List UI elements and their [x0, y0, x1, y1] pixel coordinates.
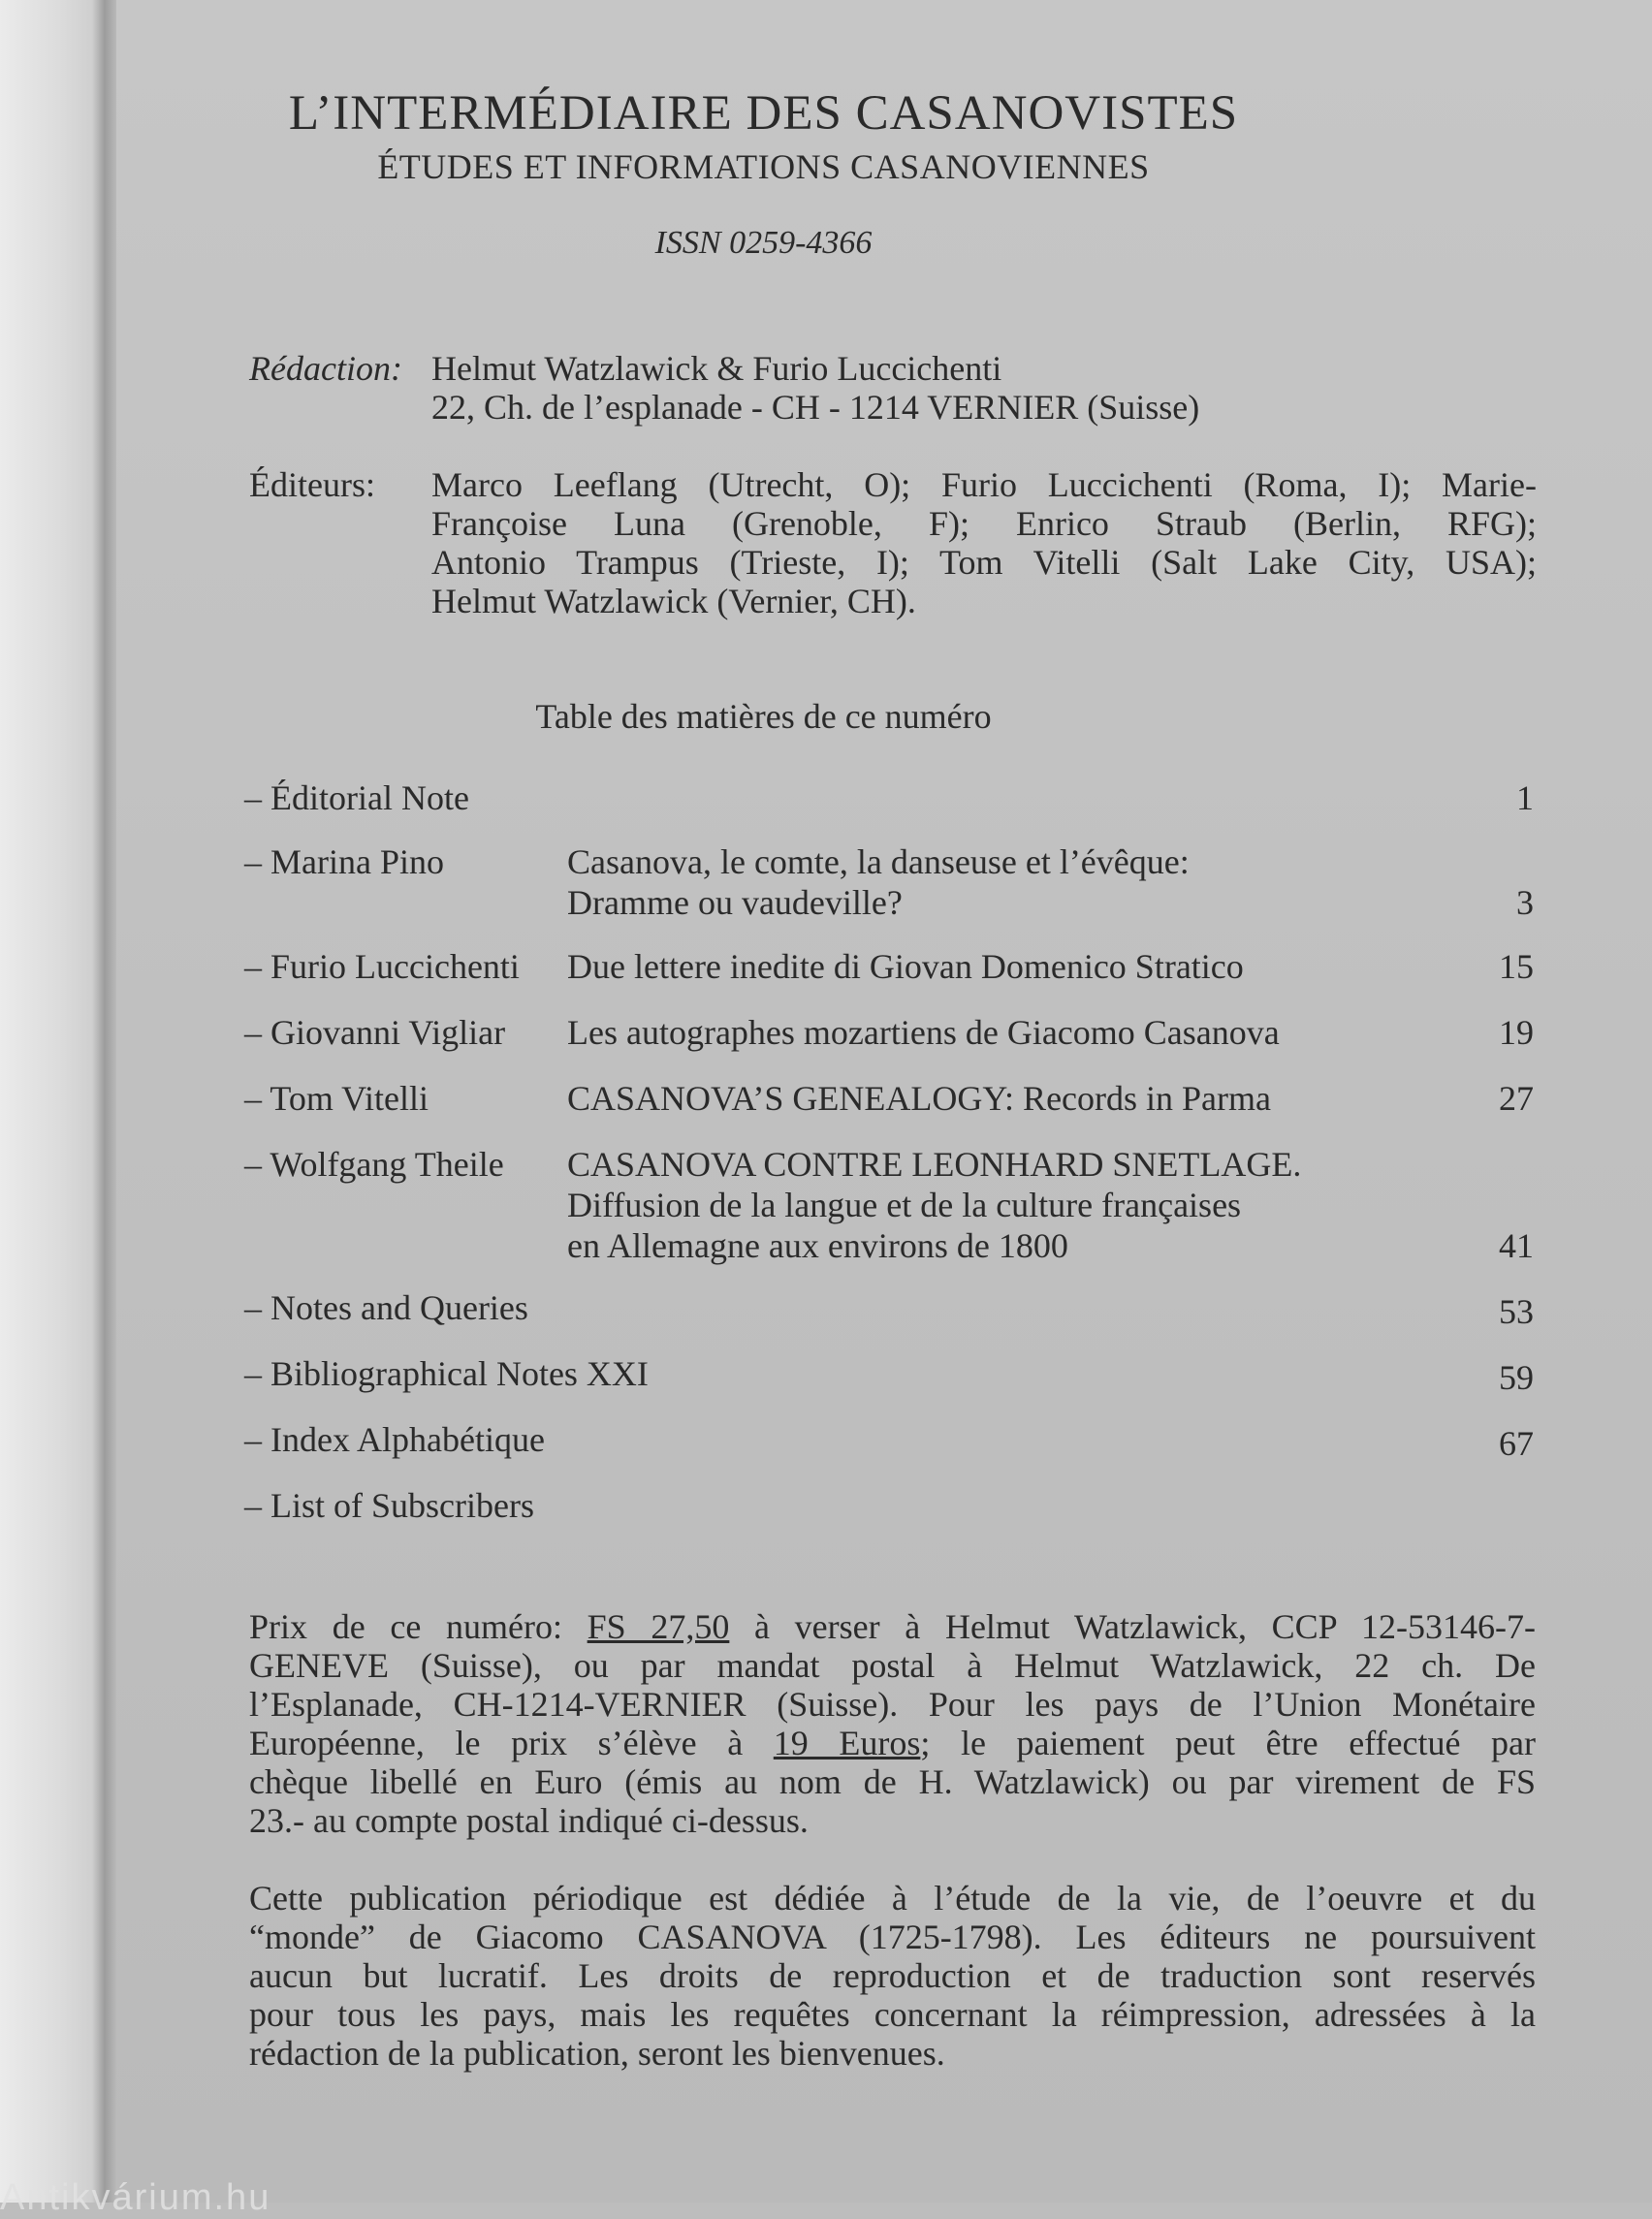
- toc-page: 15: [1499, 947, 1534, 986]
- editeurs-line: Antonio Trampus (Trieste, I); Tom Vitelli (Salt Lake City, USA);: [431, 543, 1537, 582]
- toc-title-line: Dramme ou vaudeville?: [567, 883, 903, 922]
- price-euro: 19 Euros: [773, 1724, 921, 1762]
- toc-page: 27: [1499, 1079, 1534, 1118]
- about-line: “monde” de Giacomo CASANOVA (1725-1798). Les éditeurs ne poursuivent: [249, 1918, 1536, 1956]
- toc-page: 3: [1516, 883, 1534, 922]
- toc-author: – Giovanni Vigliar: [244, 1013, 506, 1052]
- about-line: Cette publication périodique est dédiée à l’étude de la vie, de l’oeuvre et du: [249, 1879, 1536, 1918]
- toc-author: – Éditorial Note: [244, 778, 469, 817]
- toc-title-line: Due lettere inedite di Giovan Domenico Stratico: [567, 947, 1244, 986]
- toc-author: – Tom Vitelli: [244, 1079, 429, 1118]
- toc-title: [567, 1078, 1498, 1119]
- price-chf: FS 27,50: [587, 1607, 730, 1646]
- price-text: Européenne, le prix s’élève à: [249, 1724, 774, 1762]
- redaction-label: Rédaction:: [249, 349, 402, 388]
- toc-title-line: Diffusion de la langue et de la culture françaises: [567, 1186, 1242, 1224]
- price-line: [249, 1724, 1536, 1762]
- price-text: à verser à Helmut Watzlawick, CCP 12-53146-7-: [729, 1607, 1536, 1646]
- toc-title-line: CASANOVA’S GENEALOGY: Records in Parma: [567, 1079, 1271, 1118]
- price-paragraph: [249, 1607, 1536, 1840]
- toc-author: – Bibliographical Notes XXI: [244, 1354, 649, 1393]
- price-line: 23.- au compte postal indiqué ci-dessus.: [249, 1801, 809, 1840]
- about-line: aucun but lucratif. Les droits de reproduction et de traduction sont reservés: [249, 1956, 1536, 1995]
- redaction-value: [431, 349, 1537, 427]
- toc-title: [567, 1012, 1498, 1053]
- toc-title: [567, 946, 1498, 987]
- about-line: rédaction de la publication, seront les bienvenues.: [249, 2034, 945, 2073]
- journal-title: L’INTERMÉDIAIRE DES CASANOVISTES: [288, 86, 1239, 141]
- toc-author: – Marina Pino: [244, 842, 444, 881]
- editeurs-line: Françoise Luna (Grenoble, F); Enrico Straub (Berlin, RFG);: [431, 504, 1537, 543]
- journal-subtitle: ÉTUDES ET INFORMATIONS CASANOVIENNES: [377, 147, 1150, 186]
- price-line: l’Esplanade, CH-1214-VERNIER (Suisse). Pour les pays de l’Union Monétaire: [249, 1685, 1536, 1724]
- issn: ISSN 0259-4366: [654, 225, 873, 261]
- toc-page: 41: [1499, 1226, 1534, 1265]
- toc-page: 19: [1499, 1013, 1534, 1052]
- price-line: GENEVE (Suisse), ou par mandat postal à Helmut Watzlawick, 22 ch. De: [249, 1646, 1536, 1685]
- editeurs-line: Helmut Watzlawick (Vernier, CH).: [431, 582, 916, 620]
- toc-author: – Notes and Queries: [244, 1288, 528, 1327]
- redaction-line: Helmut Watzlawick & Furio Luccichenti: [431, 349, 1002, 388]
- toc-title-line: Casanova, le comte, la danseuse et l’évêque:: [567, 842, 1190, 881]
- book-binding: [0, 0, 116, 2203]
- editeurs-label: Éditeurs:: [249, 465, 375, 504]
- toc-author: – Index Alphabétique: [244, 1420, 545, 1459]
- price-line: chèque libellé en Euro (émis au nom de H. Watzlawick) ou par virement de FS: [249, 1762, 1536, 1801]
- toc-page: 59: [1499, 1358, 1534, 1397]
- toc-page: 67: [1499, 1424, 1534, 1463]
- about-line: pour tous les pays, mais les requêtes concernant la réimpression, adressées à la: [249, 1995, 1536, 2034]
- watermark: Antikvárium.hu: [0, 2177, 271, 2218]
- toc-title-line: en Allemagne aux environs de 1800: [567, 1226, 1068, 1265]
- toc-heading: Table des matières de ce numéro: [535, 697, 992, 736]
- price-line: [249, 1607, 1536, 1646]
- toc-title: [567, 841, 1498, 923]
- toc-title: [567, 1144, 1498, 1266]
- price-text: ; le paiement peut être effectué par: [920, 1724, 1536, 1762]
- redaction-line: 22, Ch. de l’esplanade - CH - 1214 VERNIER (Suisse): [431, 388, 1200, 427]
- toc-page: 1: [1516, 778, 1534, 817]
- toc-page: 53: [1499, 1292, 1534, 1331]
- price-text: Prix de ce numéro:: [249, 1607, 588, 1646]
- toc-author: – List of Subscribers: [244, 1486, 534, 1525]
- editeurs-value: [431, 465, 1537, 620]
- toc-author: – Wolfgang Theile: [244, 1145, 504, 1184]
- toc-author: – Furio Luccichenti: [244, 947, 520, 986]
- editeurs-line: Marco Leeflang (Utrecht, O); Furio Luccichenti (Roma, I); Marie-: [431, 465, 1537, 504]
- toc-title-line: Les autographes mozartiens de Giacomo Casanova: [567, 1013, 1280, 1052]
- toc-title-line: CASANOVA CONTRE LEONHARD SNETLAGE.: [567, 1145, 1302, 1184]
- about-paragraph: [249, 1879, 1536, 2073]
